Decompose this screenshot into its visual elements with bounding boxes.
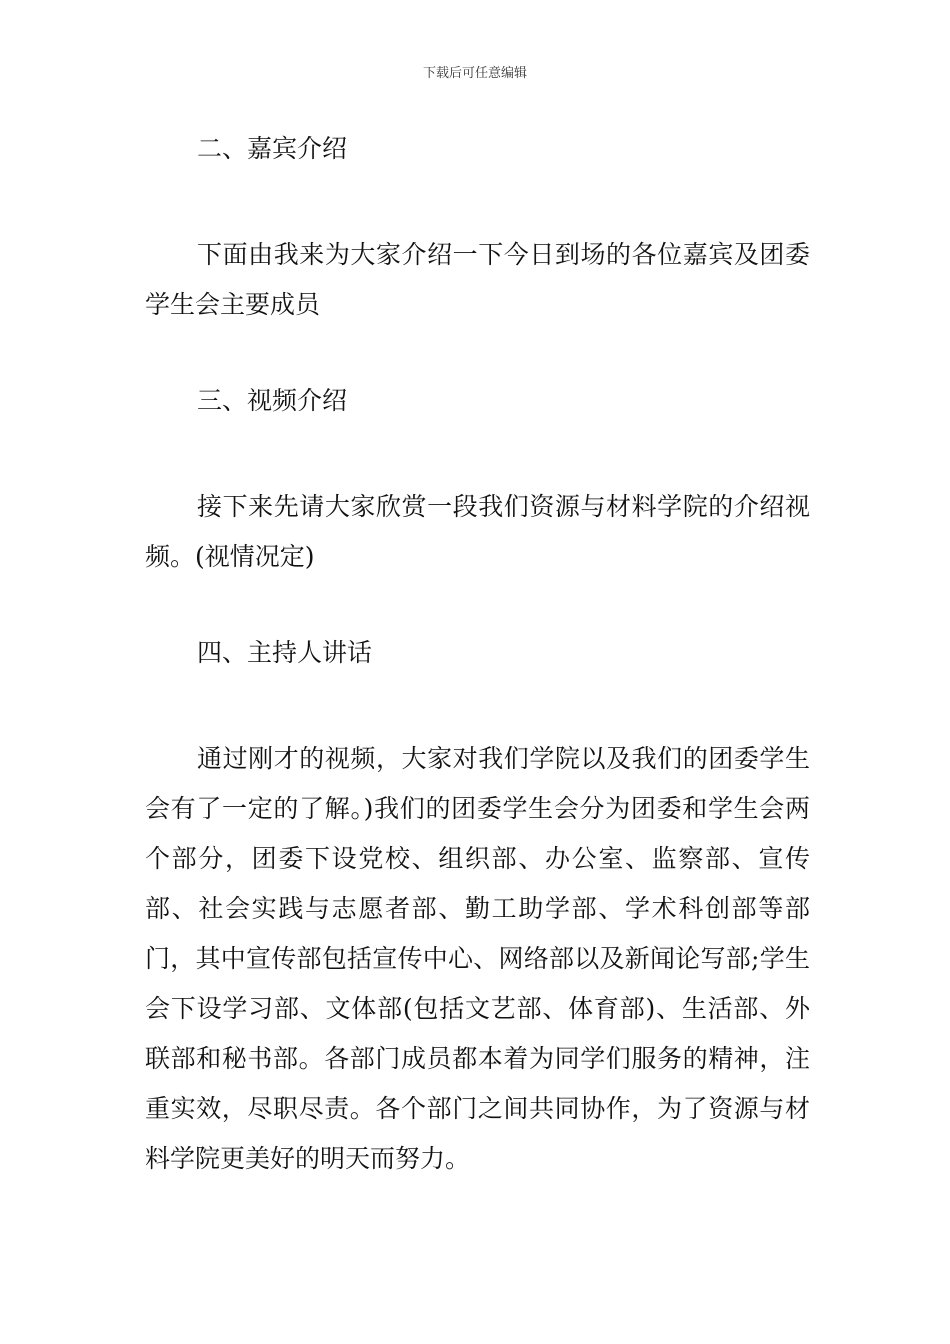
section-heading-video-intro: 三、视频介绍 (197, 386, 348, 415)
section-heading-guest-intro: 二、嘉宾介绍 (197, 134, 348, 163)
page-header: 下载后可任意编辑 (422, 66, 527, 81)
section-paragraph-guest-intro: 下面由我来为大家介绍一下今日到场的各位嘉宾及团委学生会主要成员 (145, 240, 810, 319)
section-heading-host-speech: 四、主持人讲话 (197, 638, 373, 667)
document-body (145, 130, 810, 1236)
section-paragraph-video-intro: 接下来先请大家欣赏一段我们资源与材料学院的介绍视频。(视情况定) (145, 492, 810, 571)
section-paragraph-host-speech: 通过刚才的视频，大家对我们学院以及我们的团委学生会有了一定的了解。)我们的团委学生会分为团委和学生会两个部分，团委下设党校、组织部、办公室、监察部、宣传部、社会实践与志愿者部、勤工助学部、学术科创部等部门，其中宣传部包括宣传中心、网络部以及新闻论写部;学生会下设学习部、文体部(包括文艺部、体育部)、生活部、外联部和秘书部。各部门成员都本着为同学们服务的精神，注重实效，尽职尽责。各个部门之间共同协作，为了资源与材料学院更美好的明天而努力。 (145, 744, 810, 1173)
